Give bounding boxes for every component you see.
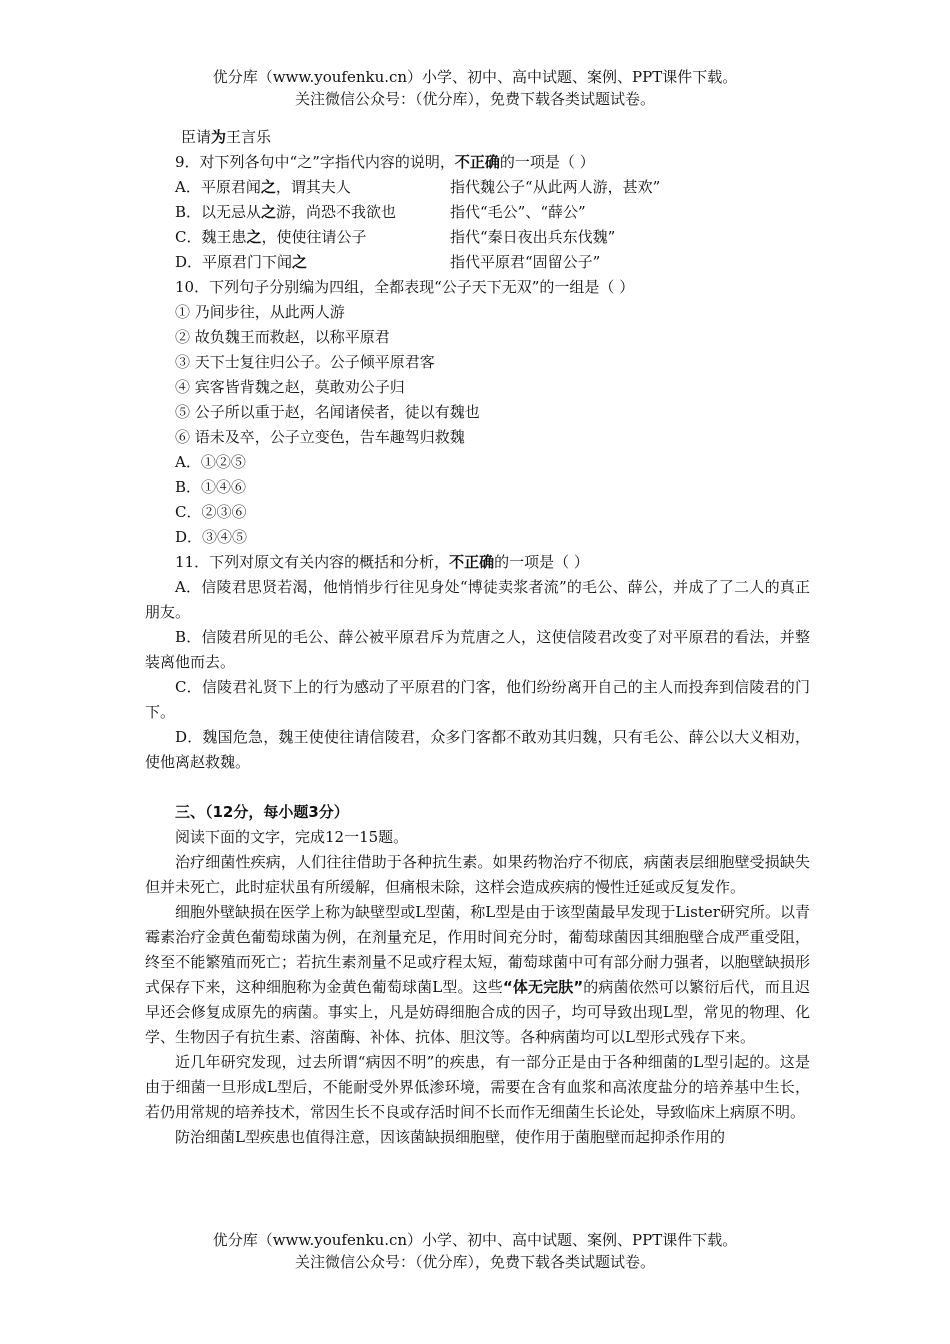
q9-stem: 9．对下列各句中“之”字指代内容的说明，不正确的一项是（ ） xyxy=(175,153,595,171)
q10-option-b: B．①④⑥ xyxy=(175,478,247,496)
q10-item-6: ⑥ 语未及卒，公子立变色，告车趣驾归救魏 xyxy=(175,428,465,446)
top-line: 臣请为王言乐 xyxy=(181,128,272,146)
q11-option-b: B．信陵君所见的毛公、薛公被平原君斥为荒唐之人，这使信陵君改变了对平原君的看法，并整装离他而去。 xyxy=(145,628,810,671)
q10-option-a: A．①②⑤ xyxy=(175,453,246,471)
q10-item-3: ③ 天下士复往归公子。公子倾平原君客 xyxy=(175,353,435,371)
page-footer xyxy=(0,1229,950,1273)
passage-paragraph-1: 治疗细菌性疾病，人们往往借助于各种抗生素。如果药物治疗不彻底，病菌表层细胞壁受损缺失但并未死亡，此时症状虽有所缓解，但痛根未除，这样会造成疾病的慢性迁延或反复发作。 xyxy=(145,853,810,896)
footer-line-1: 优分库（www.youfenku.cn）小学、初中、高中试题、案例、PPT课件下载。 xyxy=(212,1231,738,1249)
q10-option-c: C．②③⑥ xyxy=(175,503,247,521)
q10-option-d: D．③④⑤ xyxy=(175,528,248,546)
q11-option-c: C．信陵君礼贤下上的行为感动了平原君的门客，他们纷纷离开自己的主人而投奔到信陵君的门下。 xyxy=(145,678,810,721)
q9-option-d: D．平原君门下闻之 指代平原君“固留公子” xyxy=(175,253,601,271)
q10-item-1: ① 乃间步往，从此两人游 xyxy=(175,303,345,321)
q10-item-4: ④ 宾客皆背魏之赵，莫敢劝公子归 xyxy=(175,378,405,396)
page-header xyxy=(0,66,950,110)
q10-item-2: ② 故负魏王而救赵，以称平原君 xyxy=(175,328,390,346)
document-body xyxy=(145,125,810,1150)
passage-paragraph-2: 细胞外壁缺损在医学上称为缺壁型或L型菌，称L型是由于该型菌最早发现于Lister研究所。以青霉素治疗金黄色葡萄球菌为例，在剂量充足，作用时间充分时，葡萄球菌因其细胞壁合成严重受阻，终至不能繁殖而死亡；若抗生素剂量不足或疗程太短，葡萄球菌中可有部分耐力强者，以胞壁缺损形式保存下来，这种细胞称为金黄色葡萄球菌L型。这些“体无完肤”的病菌依然可以繁衍后代，而且迟早还会修复成原先的病菌。事实上，凡是妨碍细胞合成的因子，均可导致出现L型，常见的物理、化学、生物因子有抗生素、溶菌酶、补体、抗体、胆汶等。各种病菌均可以L型形式残存下来。 xyxy=(145,903,810,1046)
q9-option-b: B．以无忌从之游，尚恐不我欲也 指代“毛公”、“薛公” xyxy=(175,203,586,221)
q10-item-5: ⑤ 公子所以重于赵，名闻诸侯者，徒以有魏也 xyxy=(175,403,480,421)
header-line-2: 关注微信公众号：（优分库），免费下载各类试题试卷。 xyxy=(294,90,655,108)
q11-stem: 11．下列对原文有关内容的概括和分析，不正确的一项是（ ） xyxy=(175,553,589,571)
q9-option-a: A．平原君闻之，谓其夫人 指代魏公子“从此两人游，甚欢” xyxy=(175,178,661,196)
section-3-title: 三、（12分，每小题3分） xyxy=(175,803,349,821)
q11-option-d: D．魏国危急，魏王使使往请信陵君，众多门客都不敢劝其归魏，只有毛公、薛公以大义相劝，使他离赵救魏。 xyxy=(145,728,810,771)
passage-paragraph-4: 防治细菌L型疾患也值得注意，因该菌缺损细胞壁，使作用于菌胞壁而起抑杀作用的 xyxy=(175,1128,725,1146)
q9-option-c: C．魏王患之，使使往请公子 指代“秦日夜出兵东伐魏” xyxy=(175,228,616,246)
footer-line-2: 关注微信公众号：（优分库），免费下载各类试题试卷。 xyxy=(294,1253,655,1271)
section-3-intro: 阅读下面的文字，完成12一15题。 xyxy=(175,828,409,846)
q10-stem: 10．下列句子分别编为四组，全都表现“公子天下无双”的一组是（ ） xyxy=(175,278,635,296)
passage-paragraph-3: 近几年研究发现，过去所谓“病因不明”的疾患，有一部分正是由于各种细菌的L型引起的。这是由于细菌一旦形成L型后，不能耐受外界低渗环境，需要在含有血浆和高浓度盐分的培养基中生长，若仍用常规的培养技术，常因生长不良或存活时间不长而作无细菌生长论处，导致临床上病原不明。 xyxy=(145,1053,810,1121)
header-line-1: 优分库（www.youfenku.cn）小学、初中、高中试题、案例、PPT课件下载。 xyxy=(212,68,738,86)
q11-option-a: A．信陵君思贤若渴，他悄悄步行往见身处“博徒卖浆者流”的毛公、薛公，并成了了二人的真正朋友。 xyxy=(145,578,810,621)
